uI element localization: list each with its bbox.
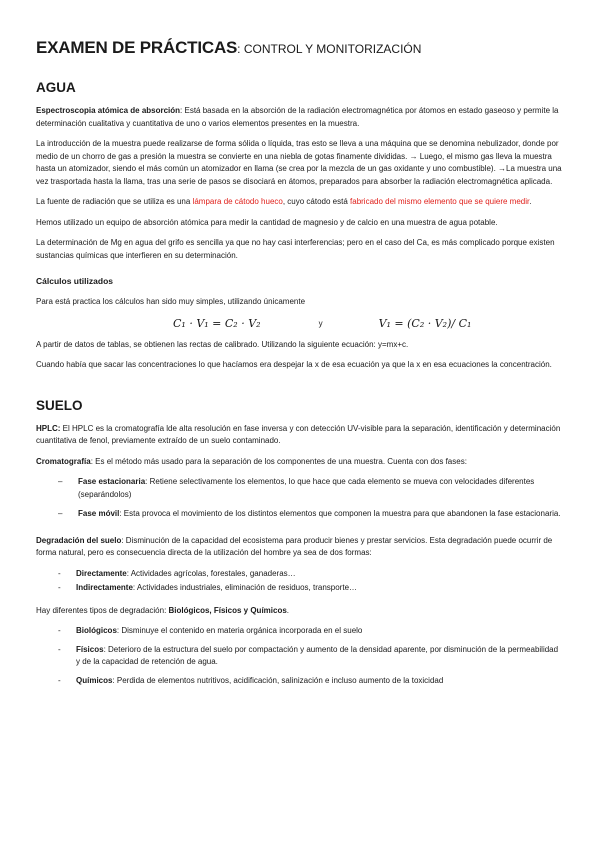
term-degradacion: Degradación del suelo bbox=[36, 535, 122, 545]
formula-row bbox=[36, 317, 563, 330]
list-marker: - bbox=[58, 626, 61, 635]
term-indirectamente: Indirectamente bbox=[76, 583, 133, 592]
list-item-indirectamente bbox=[36, 582, 563, 595]
highlight-catodo: fabricado del mismo elemento que se quiere medir bbox=[350, 197, 530, 206]
paragraph-cromatografia bbox=[36, 456, 563, 469]
title-subtitle: : CONTROL Y MONITORIZACIÓN bbox=[237, 42, 422, 56]
paragraph-calculos: Para está practica los cálculos han sido muy simples, utilizando únicamente bbox=[36, 297, 306, 306]
paragraph-espectroscopia bbox=[36, 105, 563, 130]
list-item-fase-estacionaria bbox=[36, 476, 563, 501]
term-hplc: HPLC: bbox=[36, 423, 61, 433]
list-marker: – bbox=[58, 509, 63, 518]
paragraph-calibrado: A partir de datos de tablas, se obtienen las rectas de calibrado. Utilizando la siguiente ecuación: y=mx+c. bbox=[36, 339, 409, 349]
paragraph-equipo: Hemos utilizado un equipo de absorción atómica para medir la cantidad de magnesio y de calcio en una muestra de agua potable. bbox=[36, 217, 498, 227]
highlight-lampara: lámpara de cátodo hueco bbox=[192, 197, 283, 206]
paragraph-text: , cuyo cátodo está bbox=[282, 197, 351, 206]
term-fisicos: Físicos bbox=[76, 644, 104, 654]
term-fase-movil: Fase móvil bbox=[78, 509, 120, 518]
paragraph-degradacion bbox=[36, 535, 563, 560]
list-marker: – bbox=[58, 477, 63, 486]
term-espectroscopia: Espectroscopia atómica de absorción bbox=[36, 106, 181, 115]
term-directamente: Directamente bbox=[76, 568, 127, 578]
paragraph-interferencias: La determinación de Mg en agua del grifo es sencilla ya que no hay casi interferencias; pero en el caso del Ca, es más complicado porque existen sustancias químicas que interfieren en su determinación. bbox=[36, 238, 555, 260]
list-item-directamente bbox=[36, 568, 563, 581]
paragraph-tipos-degradacion bbox=[36, 605, 563, 618]
paragraph-text: El HPLC es la cromatografía lde alta resolución en fase inversa y con detección UV-visible para la separación, identificación y determinación cuantitativa de fenol, previamente extraído de un suelo contaminado. bbox=[36, 423, 561, 445]
section-heading-suelo: SUELO bbox=[36, 397, 83, 413]
term-quimicos: Químicos bbox=[76, 675, 113, 685]
paragraph-fuente-radiacion bbox=[36, 196, 563, 209]
page-title bbox=[36, 38, 563, 58]
paragraph-text: : Es el método más usado para la separación de los componentes de una muestra. Cuenta con dos fases: bbox=[90, 456, 467, 466]
list-item-text: : Actividades agrícolas, forestales, ganaderas… bbox=[126, 568, 296, 578]
list-marker: - bbox=[58, 583, 61, 592]
paragraph-text: . bbox=[529, 197, 532, 206]
list-item-text: : Esta provoca el movimiento de los distintos elementos que componen la muestra para que abandonen la fase estacionaria. bbox=[119, 509, 561, 518]
list-item-quimicos bbox=[36, 675, 563, 688]
term-biologicos: Biológicos bbox=[76, 626, 117, 635]
formula-volume: V₁ = (C₂ · V₂)/ C₁ bbox=[378, 316, 472, 330]
paragraph-text: . bbox=[286, 605, 290, 615]
paragraph-text: : Está basada en la absorción de la radiación electromagnética por átomos en estado gaseoso y permite la determinación cualitativa y cuantitativa de uno o varios elementos presentes en la muestra. bbox=[36, 106, 559, 128]
term-fase-estacionaria: Fase estacionaria bbox=[78, 477, 146, 486]
paragraph-concentraciones: Cuando había que sacar las concentraciones lo que hacíamos era despejar la x de esa ecuación ya que la x en esa ecuaciones la concentración. bbox=[36, 360, 552, 369]
term-cromatografia: Cromatografía bbox=[36, 456, 91, 466]
list-item-text: : Retiene selectivamente los elementos, lo que hace que cada elemento se mueva con velocidades diferentes (separándolos) bbox=[78, 477, 535, 499]
subheading-calculos: Cálculos utilizados bbox=[36, 276, 113, 286]
list-item-text: : Disminuye el contenido en materia orgánica incorporada en el suelo bbox=[116, 626, 363, 635]
list-formas bbox=[36, 568, 563, 595]
paragraph-text: La fuente de radiación que se utiliza es una bbox=[36, 197, 193, 206]
list-item-text: : Perdida de elementos nutritivos, acidificación, salinización e incluso aumento de la toxicidad bbox=[112, 675, 444, 685]
list-marker: - bbox=[58, 675, 61, 685]
list-item-fase-movil bbox=[36, 508, 563, 521]
title-main: EXAMEN DE PRÁCTICAS bbox=[36, 38, 238, 57]
section-heading-agua: AGUA bbox=[36, 80, 76, 95]
list-marker: - bbox=[58, 568, 61, 578]
list-item-text: : Actividades industriales, eliminación de residuos, transporte… bbox=[132, 583, 358, 592]
list-item-fisicos bbox=[36, 644, 563, 669]
term-tipos: Biológicos, Físicos y Químicos bbox=[168, 605, 287, 615]
list-tipos bbox=[36, 625, 563, 687]
section-spacer bbox=[36, 380, 563, 398]
formula-dilution: C₁ · V₁ = C₂ · V₂ bbox=[173, 316, 261, 330]
formula-conjunction: y bbox=[318, 318, 323, 328]
list-fases bbox=[36, 476, 563, 521]
list-marker: - bbox=[58, 644, 61, 654]
paragraph-text: : Disminución de la capacidad del ecosistema para producir bienes y prestar servicios. Esta degradación puede ocurrir de forma natural, pero es consecuencia directa de la utilización del hombre ya sea de dos formas: bbox=[36, 535, 553, 557]
paragraph-text: Hay diferentes tipos de degradación: bbox=[36, 605, 169, 615]
list-item-biologicos bbox=[36, 625, 563, 638]
paragraph-introduccion-muestra: La introducción de la muestra puede realizarse de forma sólida o líquida, tras esto se lleva a una máquina que se denomina nebulizador, donde por medio de un chorro de gas a presión la muestra se convierte en una niebla de gotas finamente divididas. → Luego, el mismo gas lleva la muestra hasta un atomizador, siendo el más común un atomizador en llama (se crea por la mezcla de un gas oxidante y uno combustible). →La muestra una vez trasportada hasta la llama, tras una serie de pasos se disociará en átomos, preparados para absorber la radiación electromagnética aplicada. bbox=[36, 139, 562, 186]
paragraph-hplc bbox=[36, 423, 563, 448]
list-item-text: : Deterioro de la estructura del suelo por compactación y aumento de la densidad aparente, por disminución de la permeabilidad y de la capacidad de retención de agua. bbox=[76, 644, 559, 666]
